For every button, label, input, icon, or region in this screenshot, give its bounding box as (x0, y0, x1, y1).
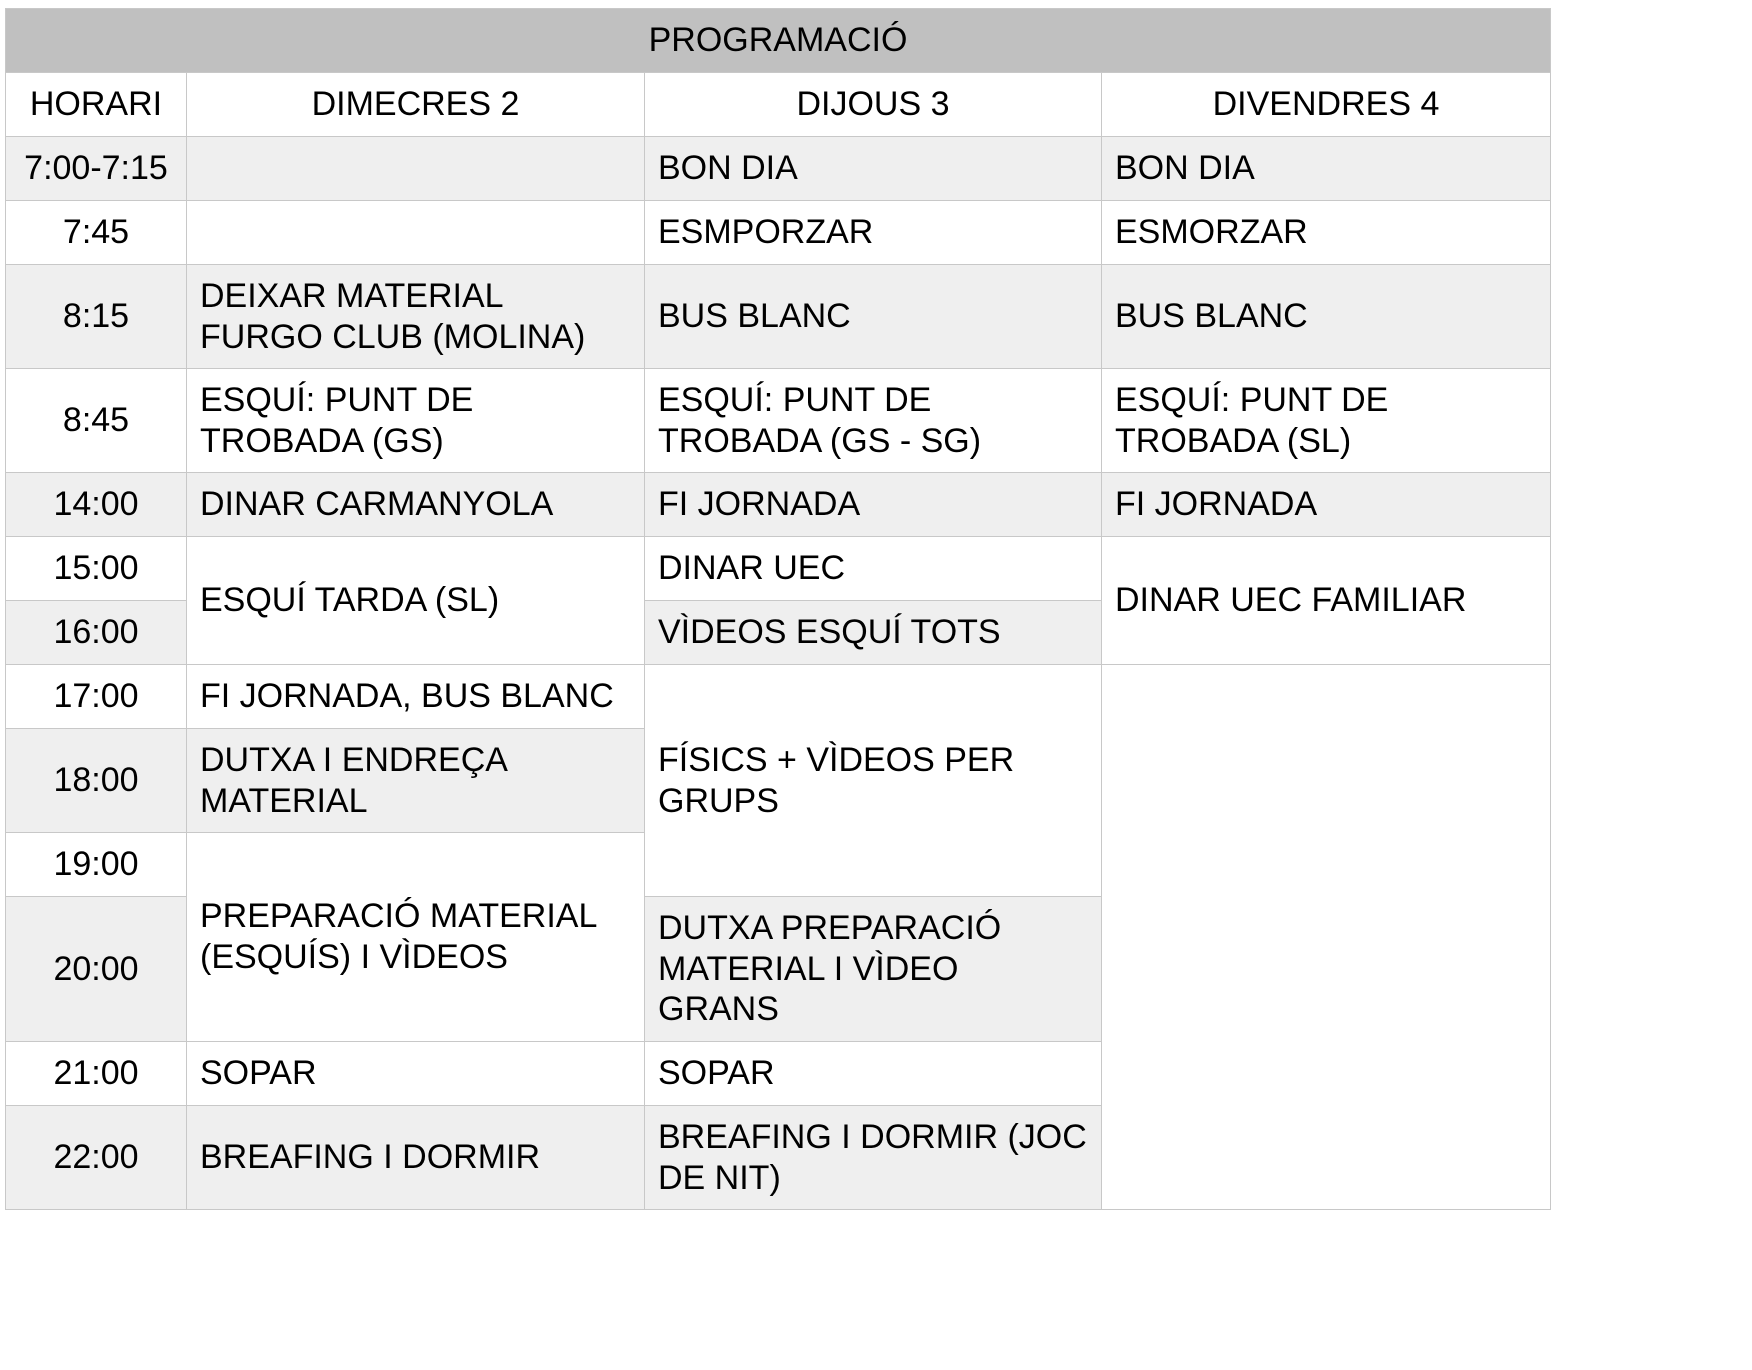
dijous-cell: BREAFING I DORMIR (JOC DE NIT) (645, 1106, 1102, 1210)
header-dijous: DIJOUS 3 (645, 73, 1102, 137)
time-cell: 21:00 (6, 1042, 187, 1106)
dimecres-cell: DUTXA I ENDREÇA MATERIAL (187, 729, 645, 833)
divendres-cell: DINAR UEC FAMILIAR (1102, 537, 1551, 665)
dijous-cell: SOPAR (645, 1042, 1102, 1106)
dimecres-cell: ESQUÍ TARDA (SL) (187, 537, 645, 665)
dimecres-cell: FI JORNADA, BUS BLANC (187, 665, 645, 729)
dijous-cell: ESQUÍ: PUNT DE TROBADA (GS - SG) (645, 369, 1102, 473)
time-cell: 17:00 (6, 665, 187, 729)
table-row (6, 201, 1551, 265)
title-row (6, 9, 1551, 73)
dimecres-cell (187, 201, 645, 265)
divendres-cell: FI JORNADA (1102, 473, 1551, 537)
dimecres-cell: PREPARACIÓ MATERIAL (ESQUÍS) I VÌDEOS (187, 833, 645, 1042)
time-cell: 14:00 (6, 473, 187, 537)
dijous-cell: DINAR UEC (645, 537, 1102, 601)
time-cell: 7:00-7:15 (6, 137, 187, 201)
schedule-table (5, 8, 1551, 1210)
time-cell: 19:00 (6, 833, 187, 897)
header-row (6, 73, 1551, 137)
table-row (6, 137, 1551, 201)
divendres-cell: ESMORZAR (1102, 201, 1551, 265)
time-cell: 18:00 (6, 729, 187, 833)
divendres-cell: BUS BLANC (1102, 265, 1551, 369)
dijous-cell: BON DIA (645, 137, 1102, 201)
dimecres-cell (187, 137, 645, 201)
divendres-cell: ESQUÍ: PUNT DE TROBADA (SL) (1102, 369, 1551, 473)
table-row (6, 265, 1551, 369)
time-cell: 20:00 (6, 897, 187, 1042)
dimecres-cell: BREAFING I DORMIR (187, 1106, 645, 1210)
dijous-cell: ESMPORZAR (645, 201, 1102, 265)
dimecres-cell: SOPAR (187, 1042, 645, 1106)
dimecres-cell: DINAR CARMANYOLA (187, 473, 645, 537)
time-cell: 7:45 (6, 201, 187, 265)
time-cell: 8:15 (6, 265, 187, 369)
table-row (6, 665, 1551, 729)
dimecres-cell: DEIXAR MATERIAL FURGO CLUB (MOLINA) (187, 265, 645, 369)
dijous-cell: VÌDEOS ESQUÍ TOTS (645, 601, 1102, 665)
dijous-cell: DUTXA PREPARACIÓ MATERIAL I VÌDEO GRANS (645, 897, 1102, 1042)
time-cell: 16:00 (6, 601, 187, 665)
dimecres-cell: ESQUÍ: PUNT DE TROBADA (GS) (187, 369, 645, 473)
time-cell: 8:45 (6, 369, 187, 473)
divendres-cell: BON DIA (1102, 137, 1551, 201)
table-row (6, 537, 1551, 601)
dijous-cell: FI JORNADA (645, 473, 1102, 537)
dijous-cell: BUS BLANC (645, 265, 1102, 369)
divendres-cell (1102, 665, 1551, 1210)
table-row (6, 369, 1551, 473)
table-row (6, 473, 1551, 537)
header-divendres: DIVENDRES 4 (1102, 73, 1551, 137)
time-cell: 22:00 (6, 1106, 187, 1210)
header-horari: HORARI (6, 73, 187, 137)
dijous-cell: FÍSICS + VÌDEOS PER GRUPS (645, 665, 1102, 897)
table-title: PROGRAMACIÓ (6, 9, 1551, 73)
header-dimecres: DIMECRES 2 (187, 73, 645, 137)
time-cell: 15:00 (6, 537, 187, 601)
